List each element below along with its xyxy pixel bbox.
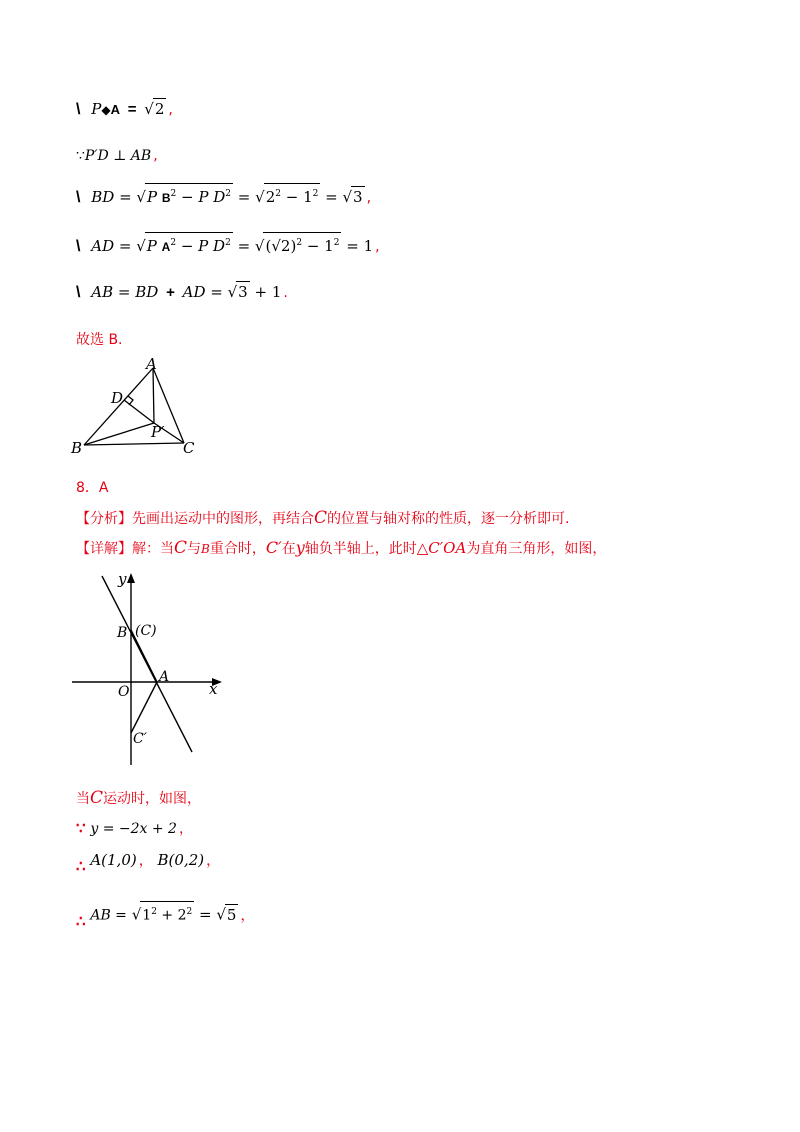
- vertex-c: C: [183, 439, 195, 457]
- two-label: 2: [265, 188, 276, 206]
- detail-text: 在: [281, 541, 296, 557]
- sqrt-value: 2: [154, 100, 165, 118]
- vertex-a: A: [146, 355, 157, 373]
- p-label: P: [146, 188, 158, 206]
- vertex-p-prime: P′: [151, 423, 165, 441]
- equals-sign: =: [127, 101, 137, 118]
- comma: ，: [178, 821, 193, 837]
- because-symbol: ∵: [76, 148, 85, 164]
- point-a-label: A: [159, 669, 170, 685]
- ad-calc-line: \ AD = √P $A^2 - P$ $D^2 = √(√2)^2 - 1^2 = 1$ ,: [76, 232, 380, 257]
- detail-text: 为直角三角形，如图，: [466, 541, 607, 557]
- analysis-text-2: 的位置与轴对称的性质，逐一分析即可.: [327, 511, 570, 527]
- step-p-a-line: \ P◆A = √2 ,: [76, 100, 173, 118]
- moving-line: [76, 788, 201, 809]
- ad-result: 1: [363, 237, 374, 255]
- therefore-symbol: \: [76, 284, 81, 301]
- a-label: A: [110, 102, 120, 117]
- two-label: 2: [280, 237, 291, 255]
- comma: ，: [240, 907, 255, 924]
- a-label: A: [161, 240, 171, 254]
- one-label: 1: [303, 188, 313, 206]
- axis-x-label: x: [209, 680, 218, 698]
- vertex-b: B: [71, 439, 83, 457]
- pd-label: P D: [198, 188, 226, 206]
- point-c-prime-label: C′: [133, 731, 147, 747]
- detail-text: 解：当: [132, 541, 174, 557]
- point-a-coords: A(1,0): [90, 851, 137, 869]
- var-c: C: [90, 788, 104, 808]
- perp-expr: P′D ⊥ AB: [84, 148, 152, 164]
- var-c: C: [174, 538, 188, 558]
- p-label: P: [146, 237, 157, 255]
- point-c-paren-label: (C): [135, 623, 157, 639]
- analysis-text: 先画出运动中的图形，再结合: [132, 511, 314, 527]
- equals-sign: =: [199, 905, 212, 924]
- one-label: 1: [142, 907, 152, 924]
- triangle-label: △C′OA: [416, 539, 467, 557]
- triangle-figure: [66, 355, 206, 460]
- question-number: 8．A: [76, 480, 109, 496]
- comma: ，: [138, 853, 153, 869]
- moving-text: 运动时，如图，: [103, 791, 202, 807]
- origin-label: O: [118, 684, 130, 700]
- sqrt-five: 5: [226, 905, 237, 924]
- pd-label: P D: [198, 237, 226, 255]
- var-c-prime: C′: [265, 538, 282, 557]
- ab-label: AB: [91, 283, 114, 301]
- equation-line: [76, 818, 193, 839]
- therefore-symbol: \: [76, 189, 81, 206]
- analysis-var: C: [314, 508, 328, 528]
- bd-label: BD: [91, 188, 115, 206]
- ad-label: AD: [182, 283, 206, 301]
- two-label: 2: [177, 907, 187, 924]
- sqrt-three: 3: [238, 283, 248, 301]
- bd-label: BD: [135, 283, 159, 301]
- ab-lhs: AB =: [90, 907, 127, 924]
- ad-label: AD: [91, 237, 115, 255]
- p-label: P: [91, 100, 102, 118]
- vertex-d: D: [111, 389, 124, 407]
- point-b-coords: B(0,2): [157, 851, 205, 869]
- plus-one: + 1: [254, 283, 282, 301]
- line-equation: y = −2x + 2: [90, 821, 177, 837]
- points-line: [76, 850, 221, 875]
- var-b: B: [201, 542, 210, 556]
- comma: ，: [206, 853, 221, 869]
- detail-paragraph: [76, 538, 606, 559]
- coordinate-graph: [66, 570, 226, 775]
- analysis-paragraph: [76, 508, 569, 529]
- plus-sign: +: [166, 284, 175, 301]
- answer-choice: 故选 B.: [76, 332, 123, 348]
- therefore-symbol: ∴: [76, 911, 86, 930]
- detail-tag: 【详解】: [76, 541, 132, 557]
- ab-length-line: ∴ AB = $√1^2 + 2^2 = √5$ ，: [76, 901, 254, 926]
- therefore-symbol: \: [76, 238, 81, 255]
- var-y: y: [295, 538, 305, 557]
- therefore-symbol: ∴: [76, 857, 86, 875]
- bd-calc-line: \ BD = √P $B^2 - P$ $D^2 = √2^2 - 1^2 = √3$ ,: [76, 183, 371, 208]
- detail-text: 与: [187, 541, 202, 557]
- therefore-symbol: \: [76, 101, 81, 118]
- axis-y-label: y: [118, 570, 127, 588]
- moving-text: 当: [76, 791, 90, 807]
- point-b-label: B: [117, 625, 128, 641]
- ab-sum-line: \ AB = BD + AD = √3 + 1 .: [76, 283, 288, 301]
- b-label: B: [161, 191, 171, 205]
- perpendicular-line: ∵P′D ⊥ AB ,: [76, 148, 158, 164]
- detail-text: 轴负半轴上，此时: [304, 541, 417, 557]
- because-symbol: ∵: [76, 819, 86, 837]
- bd-result: 3: [353, 188, 363, 206]
- analysis-tag: 【分析】: [76, 511, 132, 527]
- detail-text: 重合时，: [209, 541, 266, 557]
